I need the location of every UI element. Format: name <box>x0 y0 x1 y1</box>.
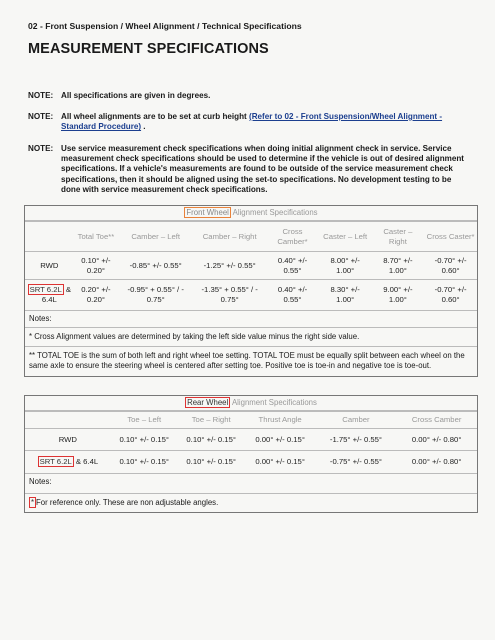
front-wheel-highlight: Front Wheel <box>186 208 229 217</box>
spec-cell: 0.10° +/- 0.15° <box>178 429 245 451</box>
spec-cell: 8.30° +/- 1.00° <box>319 280 372 310</box>
footnote-reference <box>25 493 477 512</box>
note-1 <box>28 91 471 101</box>
front-notes-label: Notes: <box>25 310 477 327</box>
rear-table-title <box>25 396 477 411</box>
table-row <box>25 252 477 280</box>
note-label: NOTE: <box>28 91 54 100</box>
srt-highlight: SRT 6.2L <box>29 285 62 295</box>
front-wheel-table <box>24 205 478 377</box>
header-cell: Thrust Angle <box>245 412 316 429</box>
note-3 <box>28 144 471 195</box>
note-2 <box>28 112 471 132</box>
spec-cell: 0.10° +/- 0.15° <box>111 429 178 451</box>
spec-cell: 0.20° +/- 0.20° <box>74 280 119 310</box>
header-cell <box>25 412 111 429</box>
spec-cell: -1.25° +/- 0.55° <box>193 252 266 280</box>
row-label-rest: & 6.4L <box>41 285 72 304</box>
header-cell: Toe – Left <box>111 412 178 429</box>
row-label <box>25 451 111 473</box>
note-text-tail: . <box>141 122 146 132</box>
note-text: Use service measurement check specifications when doing initial alignment check in service. Service measurement check specifications should be used to determine if the vehicle is out of desired alignment specifications. If a vehicle's measurements are found to be outside of the service measurement check specifications, then it should be aligned using the set-to specifications. No development testing to be done with service measurement check specifications. <box>61 144 464 194</box>
footnote-total-toe: ** TOTAL TOE is the sum of both left and right wheel toe setting. TOTAL TOE must be equally split between each wheel on the same axle to ensure the steering wheel is centered after setting toe. Positive toe is toe-in and negative toe is toe-out. <box>25 346 477 376</box>
spec-cell: 8.70° +/- 1.00° <box>372 252 425 280</box>
rear-notes-label: Notes: <box>25 473 477 493</box>
spec-cell: 0.10° +/- 0.15° <box>111 451 178 473</box>
header-cell: Cross Camber* <box>266 222 319 252</box>
header-cell <box>25 222 74 252</box>
spec-cell: 0.00° +/- 0.80° <box>396 429 477 451</box>
spec-cell: -0.75° +/- 0.55° <box>316 451 397 473</box>
footnote-mark: * <box>31 497 35 507</box>
note-label: NOTE: <box>28 112 54 121</box>
spec-cell: -0.70° +/- 0.60° <box>424 252 477 280</box>
row-label: RWD <box>25 252 74 280</box>
header-cell: Camber – Left <box>118 222 193 252</box>
breadcrumb: 02 - Front Suspension / Wheel Alignment / Technical Specifications <box>28 21 302 31</box>
footnote-reference-text: For reference only. These are non adjustable angles. <box>36 497 219 507</box>
spec-cell: 0.10° +/- 0.15° <box>178 451 245 473</box>
spec-cell: 8.00° +/- 1.00° <box>319 252 372 280</box>
header-cell: Camber <box>316 412 397 429</box>
procedure-link[interactable]: (Refer to 02 - Front Suspension/Wheel Alignment - Standard Procedure) <box>61 112 443 132</box>
note-label: NOTE: <box>28 144 54 153</box>
header-cell: Cross Caster* <box>424 222 477 252</box>
page-title: MEASUREMENT SPECIFICATIONS <box>28 41 269 57</box>
rear-wheel-highlight: Rear Wheel <box>187 398 229 407</box>
note-text: All specifications are given in degrees. <box>61 91 211 100</box>
header-cell: Camber – Right <box>193 222 266 252</box>
rear-wheel-table <box>24 395 478 513</box>
spec-cell: 0.40° +/- 0.55° <box>266 252 319 280</box>
header-cell: Toe – Right <box>178 412 245 429</box>
srt-highlight: SRT 6.2L <box>39 457 72 466</box>
table-row <box>25 280 477 310</box>
spec-cell: 0.00° +/- 0.80° <box>396 451 477 473</box>
spec-cell: 0.10° +/- 0.20° <box>74 252 119 280</box>
header-cell: Cross Camber <box>396 412 477 429</box>
spec-cell: -0.70° +/- 0.60° <box>424 280 477 310</box>
rear-title-rest: Alignment Specifications <box>230 398 317 407</box>
spec-cell: -1.75° +/- 0.55° <box>316 429 397 451</box>
spec-cell: -0.85° +/- 0.55° <box>118 252 193 280</box>
footnote-cross: * Cross Alignment values are determined by taking the left side value minus the right side value. <box>25 327 477 346</box>
spec-cell: -1.35° + 0.55° / - 0.75° <box>193 280 266 310</box>
header-cell: Caster – Left <box>319 222 372 252</box>
spec-cell: 0.40° +/- 0.55° <box>266 280 319 310</box>
row-label: RWD <box>25 429 111 451</box>
note-text-main: All wheel alignments are to be set at curb height <box>61 112 249 121</box>
spec-cell: -0.95° + 0.55° / - 0.75° <box>118 280 193 310</box>
header-cell: Total Toe** <box>74 222 119 252</box>
rear-spec-grid <box>25 411 477 473</box>
front-spec-grid <box>25 221 477 310</box>
front-title-rest: Alignment Specifications <box>230 208 318 217</box>
table-row <box>25 429 477 451</box>
front-table-title <box>25 206 477 221</box>
row-label-rest: & 6.4L <box>73 457 99 466</box>
table-row <box>25 451 477 473</box>
note-text <box>61 112 471 132</box>
spec-cell: 9.00° +/- 1.00° <box>372 280 425 310</box>
spec-cell: 0.00° +/- 0.15° <box>245 429 316 451</box>
row-label <box>25 280 74 310</box>
spec-cell: 0.00° +/- 0.15° <box>245 451 316 473</box>
header-cell: Caster – Right <box>372 222 425 252</box>
